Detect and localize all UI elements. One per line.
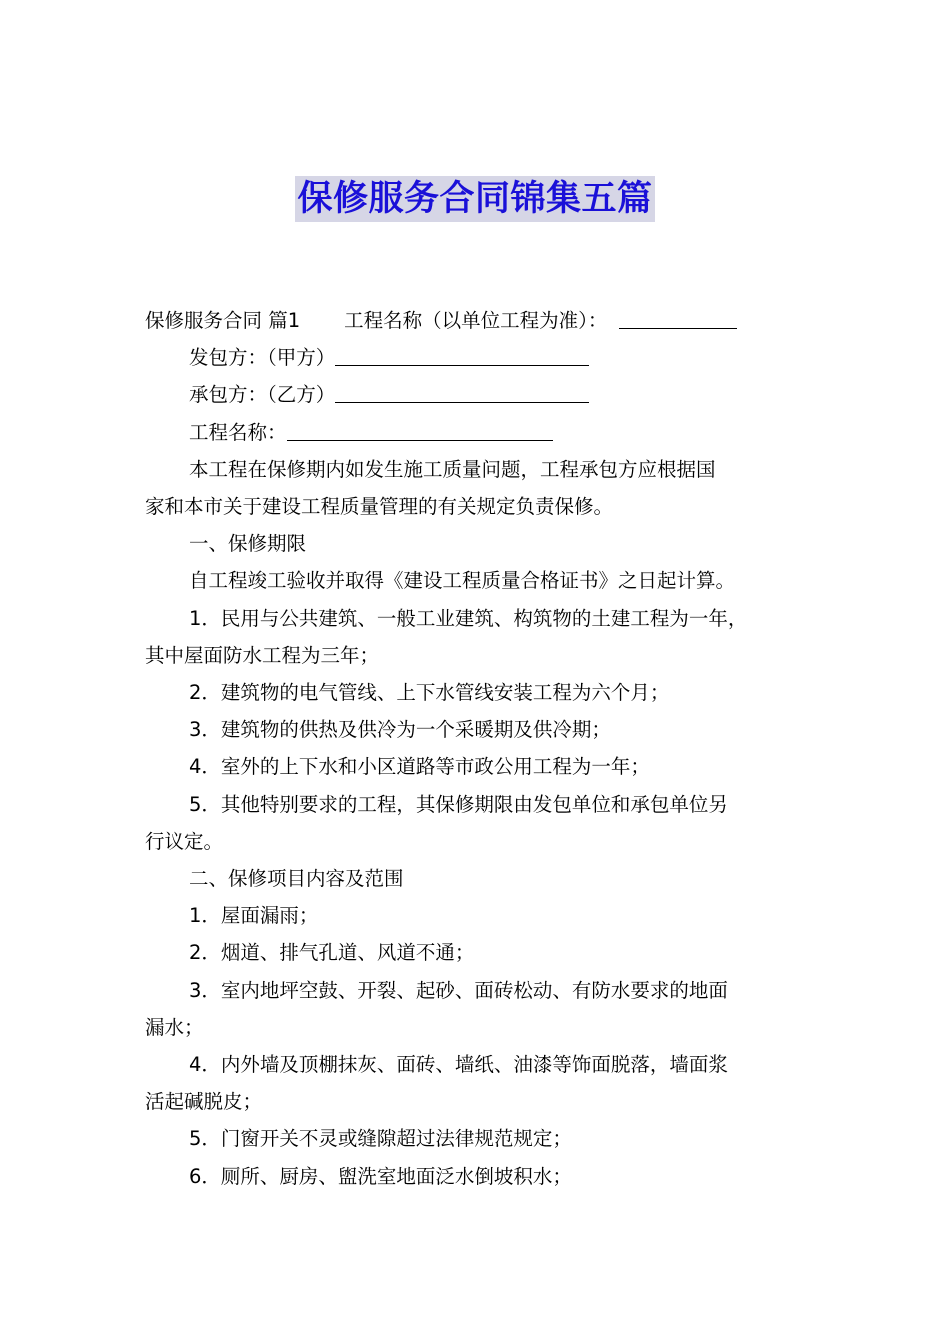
- paragraph-line: [145, 339, 810, 376]
- list-item: 1．民用与公共建筑、一般工业建筑、构筑物的土建工程为一年，: [189, 606, 748, 630]
- title-wrap: [0, 176, 950, 222]
- list-item: 4．室外的上下水和小区道路等市政公用工程为一年；: [189, 755, 650, 779]
- section-heading: 二、保修项目内容及范围: [189, 867, 404, 891]
- list-item-continued: 漏水；: [145, 1015, 204, 1039]
- paragraph-line: [145, 302, 810, 339]
- list-item: 5．门窗开关不灵或缝隙超过法律规范规定；: [189, 1127, 572, 1151]
- list-item: 3．室内地坪空鼓、开裂、起砂、面砖松动、有防水要求的地面: [189, 978, 728, 1002]
- document-body: [145, 302, 810, 1195]
- list-item-continued: 活起碱脱皮；: [145, 1090, 263, 1114]
- list-item: 6．厕所、厨房、盥洗室地面泛水倒坡积水；: [189, 1164, 572, 1188]
- paragraph-line: 本工程在保修期内如发生施工质量问题，工程承包方应根据国: [189, 457, 716, 481]
- contract-heading: 保修服务合同 篇1: [145, 309, 301, 332]
- section-heading: 一、保修期限: [189, 532, 307, 556]
- list-item: 2．烟道、排气孔道、风道不通；: [189, 941, 475, 965]
- project-name-blank: [619, 306, 737, 329]
- list-item: 1．屋面漏雨；: [189, 904, 319, 928]
- list-item: 2．建筑物的电气管线、上下水管线安装工程为六个月；: [189, 681, 670, 705]
- project-name-blank-2: [287, 418, 553, 441]
- contractor-blank: [335, 380, 589, 403]
- employer-label: 发包方：（甲方）: [189, 346, 336, 370]
- employer-blank: [335, 343, 589, 366]
- list-item-continued: 行议定。: [145, 829, 224, 853]
- paragraph-line: 家和本市关于建设工程质量管理的有关规定负责保修。: [145, 495, 614, 519]
- paragraph-line: [145, 414, 810, 451]
- list-item: 5．其他特别要求的工程，其保修期限由发包单位和承包单位另: [189, 792, 728, 816]
- list-item: 4．内外墙及顶棚抹灰、面砖、墙纸、油漆等饰面脱落，墙面浆: [189, 1053, 728, 1077]
- project-name-label-2: 工程名称：: [189, 420, 287, 444]
- paragraph-line: [145, 376, 810, 413]
- paragraph-line: 自工程竣工验收并取得《建设工程质量合格证书》之日起计算。: [189, 569, 736, 593]
- document-title: 保修服务合同锦集五篇: [295, 176, 654, 222]
- project-name-label: 工程名称（以单位工程为准）：: [344, 309, 608, 332]
- list-item: 3．建筑物的供热及供冷为一个采暖期及供冷期；: [189, 718, 611, 742]
- contractor-label: 承包方：（乙方）: [189, 383, 336, 407]
- list-item-continued: 其中屋面防水工程为三年；: [145, 643, 380, 667]
